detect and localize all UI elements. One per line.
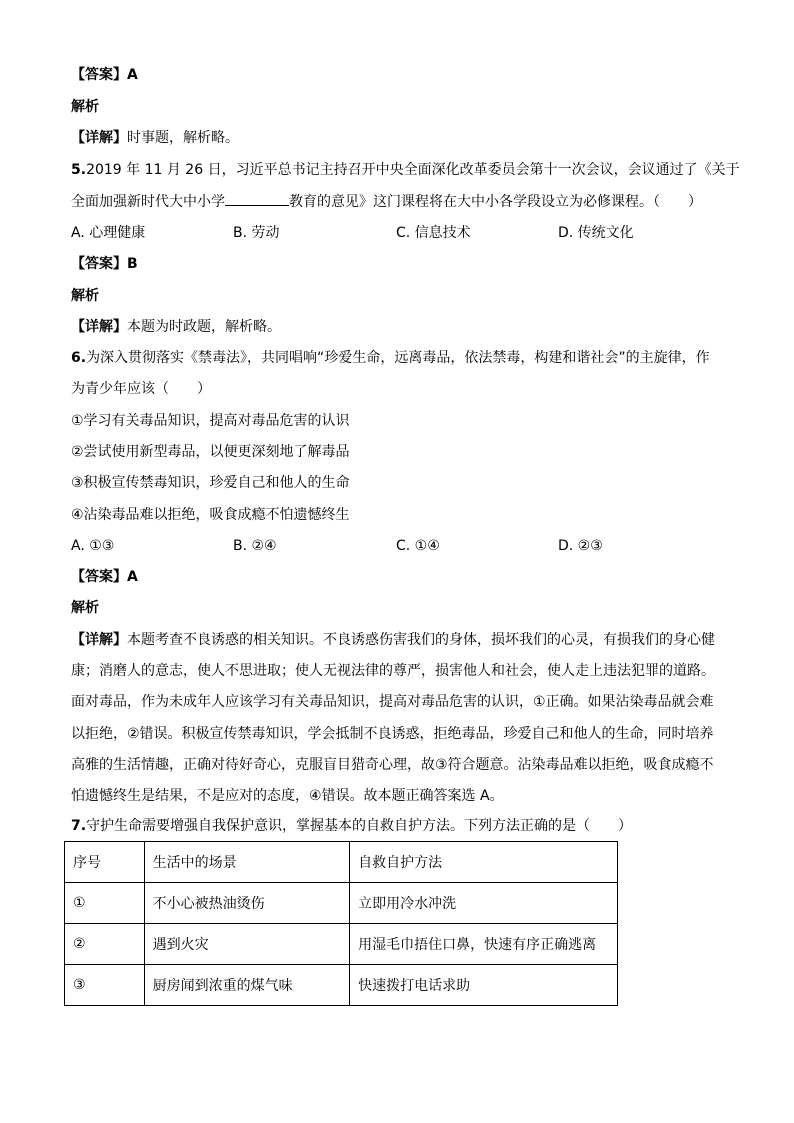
q6-stem-text1: 为深入贯彻落实《禁毒法》，共同唱响“珍爱生命，远离毒品，依法禁毒，构建和谐社会”的主旋律，作 (86, 350, 710, 366)
table-row (65, 965, 618, 1006)
table-row (65, 883, 618, 924)
q5-option-c: C. 信息技术 (396, 225, 471, 241)
question-number: 7. (71, 818, 87, 834)
detail-text: 本题考查不良诱惑的相关知识。不良诱惑伤害我们的身体，损坏我们的心灵，有损我们的身心健 (127, 632, 715, 648)
q5-option-a: A. 心理健康 (71, 225, 146, 241)
q5-analysis-heading (71, 286, 99, 306)
table-cell: 不小心被热油烫伤 (144, 883, 350, 924)
table-cell: 快速拨打电话求助 (350, 965, 618, 1006)
fill-in-blank (225, 191, 289, 206)
table-header-cell: 自救自护方法 (350, 842, 618, 883)
detail-label: 【详解】 (71, 319, 127, 335)
table-cell: 厨房闻到浓重的煤气味 (144, 965, 350, 1006)
detail-text: 时事题，解析略。 (127, 130, 239, 146)
analysis-label: 解析 (71, 600, 99, 616)
table-header-cell: 生活中的场景 (144, 842, 350, 883)
q6-detail-line-3: 面对毒品，作为未成年人应该学习有关毒品知识，提高对毒品危害的认识，①正确。如果沾染毒品就会难 (71, 694, 714, 710)
q7-table (64, 841, 618, 1006)
q7-stem-text: 守护生命需要增强自我保护意识，掌握基本的自救自护方法。下列方法正确的是（ ） (86, 818, 633, 834)
answer-value: B (127, 256, 138, 272)
q6-statement-3: ③积极宣传禁毒知识，珍爱自己和他人的生命 (71, 475, 350, 491)
q5-stem-line2 (71, 191, 702, 212)
answer-value: A (127, 67, 138, 83)
q6-option-c: C. ①④ (396, 538, 440, 554)
q6-option-b: B. ②④ (233, 538, 277, 554)
q5-stem-text2b: 教育的意见》这门课程将在大中小各学段设立为必修课程。（ ） (289, 194, 702, 210)
table-cell: ② (65, 924, 145, 965)
q6-detail-line-4: 以拒绝，②错误。积极宣传禁毒知识，学会抵制不良诱惑，拒绝毒品，珍爱自己和他人的生命，同时培养 (71, 726, 714, 742)
q5-detail (71, 317, 281, 337)
q5-option-d: D. 传统文化 (558, 225, 634, 241)
q6-option-a: A. ①③ (71, 538, 115, 554)
q6-statement-1: ①学习有关毒品知识，提高对毒品危害的认识 (71, 413, 350, 429)
table-cell: ① (65, 883, 145, 924)
q4-analysis-heading (71, 97, 99, 117)
table-cell: ③ (65, 965, 145, 1006)
q5-stem-text2a: 全面加强新时代大中小学 (71, 194, 225, 210)
q6-statement-2: ②尝试使用新型毒品，以便更深刻地了解毒品 (71, 444, 350, 460)
table-row (65, 924, 618, 965)
q7-stem (71, 816, 632, 836)
q6-detail-line-5: 高雅的生活情趣，正确对待好奇心，克服盲目猎奇心理，故③符合题意。沾染毒品难以拒绝，吸食成瘾不 (71, 757, 714, 773)
table-cell: 用湿毛巾捂住口鼻，快速有序正确逃离 (350, 924, 618, 965)
answer-label: 【答案】 (71, 569, 127, 585)
q5-option-b: B. 劳动 (233, 225, 280, 241)
q6-detail-line-2: 康；消磨人的意志，使人不思进取；使人无视法律的尊严，损害他人和社会，使人走上违法犯罪的道路。 (71, 663, 715, 679)
answer-label: 【答案】 (71, 256, 127, 272)
q6-stem-line1 (71, 348, 710, 368)
question-number: 6. (71, 350, 87, 366)
q6-detail-line-6: 怕遗憾终生是结果，不是应对的态度，④错误。故本题正确答案选 A。 (71, 788, 504, 804)
table-cell: 遇到火灾 (144, 924, 350, 965)
q4-answer (71, 65, 138, 85)
q5-stem-text1: 2019 年 11 月 26 日，习近平总书记主持召开中央全面深化改革委员会第十一次会议，会议通过了《关于 (86, 162, 740, 178)
q6-analysis-heading (71, 598, 99, 618)
q6-detail-line-1 (71, 630, 715, 650)
analysis-label: 解析 (71, 288, 99, 304)
table-header-cell: 序号 (65, 842, 145, 883)
q5-answer (71, 254, 138, 274)
q6-answer (71, 567, 138, 587)
q5-stem-line1 (71, 160, 740, 180)
detail-label: 【详解】 (71, 130, 127, 146)
detail-label: 【详解】 (71, 632, 127, 648)
table-header-row (65, 842, 618, 883)
detail-text: 本题为时政题，解析略。 (127, 319, 281, 335)
table-cell: 立即用冷水冲洗 (350, 883, 618, 924)
answer-label: 【答案】 (71, 67, 127, 83)
analysis-label: 解析 (71, 99, 99, 115)
q4-detail (71, 128, 239, 148)
q6-option-d: D. ②③ (558, 538, 603, 554)
q6-stem-line2: 为青少年应该（ ） (71, 381, 211, 397)
q6-statement-4: ④沾染毒品难以拒绝，吸食成瘾不怕遗憾终生 (71, 507, 350, 523)
question-number: 5. (71, 162, 87, 178)
answer-value: A (127, 569, 138, 585)
